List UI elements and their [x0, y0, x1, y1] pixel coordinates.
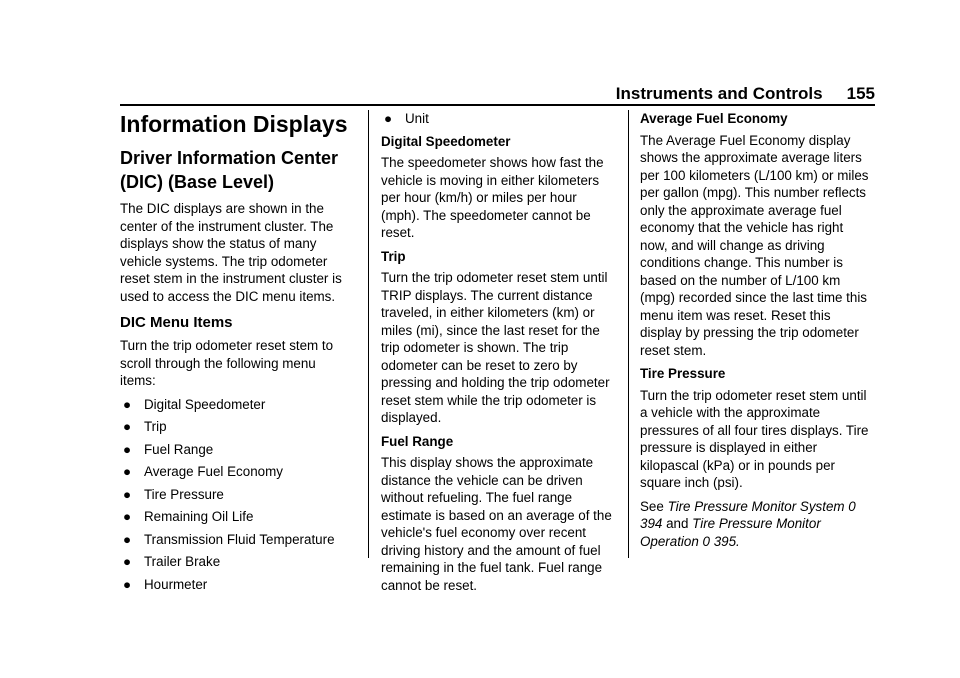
tire-pressure-paragraph: Turn the trip odometer reset stem until a vehicle with the approximate pressures of all four tires displays. Tire pressure is displayed in either kilopascal (kPa) or in pounds per square inch (psi).: [640, 387, 869, 490]
bullet-icon: ●: [123, 554, 132, 569]
see-word: See: [640, 498, 664, 514]
list-item-text: Digital Speedometer: [144, 396, 266, 412]
bullet-icon: ●: [123, 576, 132, 592]
list-item: [120, 531, 354, 549]
menu-intro-paragraph: Turn the trip odometer reset stem to scroll through the following menu items:: [120, 338, 334, 388]
list-item: [120, 441, 354, 459]
page-header: [120, 82, 875, 106]
menu-items-list: [120, 396, 354, 594]
page-title: Information Displays: [120, 111, 348, 137]
page-number: 155: [846, 84, 875, 103]
average-fuel-economy-heading: Average Fuel Economy: [640, 111, 788, 126]
list-item: [120, 463, 354, 481]
list-item-text: Trailer Brake: [144, 554, 221, 569]
section-title: Instruments and Controls: [615, 84, 823, 103]
list-item: [120, 508, 354, 526]
list-item: [120, 576, 354, 594]
and-word: and: [666, 516, 689, 531]
menu-items-list-continued: [381, 110, 615, 128]
list-item-text: Trip: [144, 419, 167, 434]
list-item-text: Unit: [405, 111, 429, 126]
list-item-text: Transmission Fluid Temperature: [144, 531, 335, 547]
fuel-range-paragraph: This display shows the approximate distance the vehicle can be driven without refueling. The fuel range estimate is based on an average of the vehicle's fuel economy over recent driving history and the amount of fuel remaining in the fuel tank. Fuel range cannot be reset.: [381, 455, 612, 593]
fuel-range-heading: Fuel Range: [381, 433, 454, 449]
see-also-paragraph: [640, 498, 874, 551]
bullet-icon: ●: [123, 464, 132, 479]
speedometer-heading: Digital Speedometer: [381, 133, 511, 149]
speedometer-paragraph: The speedometer shows how fast the vehicle is moving in either kilometers per hour (km/h) or miles per hour (mph). The speedometer cannot be reset.: [381, 155, 604, 240]
intro-paragraph: The DIC displays are shown in the center of the instrument cluster. The displays show the status of many vehicle systems. The trip odometer reset stem in the instrument cluster is used to access the DIC menu items.: [120, 201, 342, 304]
list-item-text: Fuel Range: [144, 441, 214, 457]
section-heading: Driver Information Center (DIC) (Base Level): [120, 148, 339, 192]
bullet-icon: ●: [384, 111, 393, 126]
list-item: [381, 110, 615, 128]
list-item-text: Average Fuel Economy: [144, 464, 283, 479]
list-item: [120, 486, 354, 504]
column-3: [640, 110, 874, 556]
subsection-heading: DIC Menu Items: [120, 314, 233, 331]
bullet-icon: ●: [123, 396, 132, 412]
column-2: [381, 110, 615, 600]
page-reference[interactable]: 0 394: [640, 498, 856, 531]
list-item: [120, 553, 354, 571]
bullet-icon: ●: [123, 509, 132, 524]
bullet-icon: ●: [123, 419, 132, 434]
column-1: [120, 110, 354, 598]
average-fuel-economy-paragraph: The Average Fuel Economy display shows the approximate average liters per 100 kilometers (L/100 km) or miles per gallon (mpg). This number reflects only the approximate average fuel economy that the vehicle has right now, and will change as driving conditions change. This number is based on the number of L/100 km (mpg) recorded since the last time this menu item was reset. Reset this display by pressing the trip odometer reset stem.: [640, 132, 869, 358]
list-item-text: Hourmeter: [144, 576, 208, 592]
list-item-text: Remaining Oil Life: [144, 509, 254, 524]
cross-reference-link[interactable]: Tire Pressure Monitor System: [667, 498, 845, 514]
tire-pressure-heading: Tire Pressure: [640, 366, 726, 381]
bullet-icon: ●: [123, 441, 132, 457]
trip-heading: Trip: [381, 248, 406, 264]
trip-paragraph: Turn the trip odometer reset stem until TRIP displays. The current distance traveled, in either kilometers (km) or miles (mi), since the last reset for the trip odometer is shown. The trip odometer can be reset to zero by pressing and holding the trip odometer reset stem while the trip odometer is displayed.: [381, 270, 610, 425]
bullet-icon: ●: [123, 531, 132, 547]
bullet-icon: ●: [123, 486, 132, 502]
column-divider: [368, 110, 369, 558]
list-item: [120, 418, 354, 436]
header-rule: [120, 104, 875, 106]
column-divider: [628, 110, 629, 558]
list-item: [120, 396, 354, 414]
list-item-text: Tire Pressure: [144, 486, 224, 502]
cross-reference-link[interactable]: Tire Pressure Monitor Operation: [640, 516, 821, 549]
page-reference[interactable]: 0 395.: [702, 533, 740, 549]
